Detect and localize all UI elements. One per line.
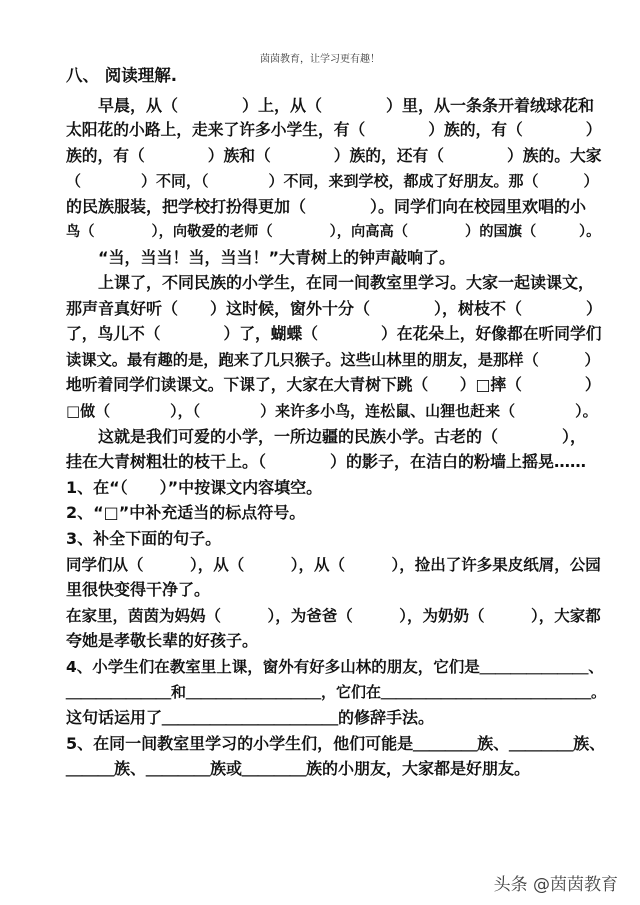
passage-line: 读课文。最有趣的是，跑来了几只猴子。这些山林里的朋友，是那样（ ） — [66, 351, 600, 369]
passage-line: 挂在大青树粗壮的枝干上。（ ）的影子，在洁白的粉墙上摇晃…… — [66, 452, 587, 471]
passage-line: 太阳花的小路上，走来了许多小学生，有（ ）族的，有（ ） — [66, 120, 602, 139]
question-line: 同学们从（ ），从（ ），从（ ），捡出了许多果皮纸屑，公园 — [66, 556, 601, 574]
question-line: ＿＿＿族、＿＿＿＿族或＿＿＿＿族的小朋友，大家都是好朋友。 — [66, 759, 531, 778]
passage-line: 那声音真好听（ ）这时候，窗外十分（ ），树枝不（ ） — [66, 299, 603, 318]
passage-line: 这就是我们可爱的小学，一所边疆的民族小学。古老的（ ）， — [66, 427, 587, 446]
question-line: ＿＿＿＿＿＿＿和＿＿＿＿＿＿＿＿＿，它们在＿＿＿＿＿＿＿＿＿＿＿＿＿＿。 — [66, 683, 607, 701]
question-4: 4、小学生们在教室里上课，窗外有好多山林的朋友，它们是＿＿＿＿＿＿＿、 — [66, 658, 604, 676]
question-line: 在家里，茵茵为妈妈（ ），为爸爸（ ），为奶奶（ ），大家都 — [66, 607, 601, 625]
page-header: 茵茵教育，让学习更有趣！ — [260, 54, 380, 65]
passage-line: （ ）不同，（ ）不同，来到学校，都成了好朋友。那（ ） — [66, 172, 599, 190]
passage-line: 上课了，不同民族的小学生，在同一间教室里学习。大家一起读课文， — [66, 273, 595, 292]
passage-line: 族的，有（ ）族和（ ）族的，还有（ ）族的。大家 — [66, 146, 602, 165]
passage-line: □做（ ），（ ）来许多小鸟，连松鼠、山狸也赶来（ ）。 — [66, 402, 598, 420]
question-2: 2、“□”中补充适当的标点符号。 — [66, 503, 306, 522]
question-1: 1、在“（ ）”中按课文内容填空。 — [66, 478, 323, 497]
passage-line: 的民族服装，把学校打扮得更加（ ）。同学们向在校园里欢唱的小 — [66, 197, 587, 216]
section-title: 八、 阅读理解. — [66, 66, 178, 85]
question-line: 这句话运用了＿＿＿＿＿＿＿＿＿＿＿的修辞手法。 — [66, 708, 435, 727]
question-3: 3、补全下面的句子。 — [66, 529, 222, 548]
question-line: 里很快变得干净了。 — [66, 580, 211, 599]
passage-line: “当，当当！当，当当！”大青树上的钟声敲响了。 — [66, 248, 456, 267]
passage-line: 了，鸟儿不（ ）了，蝴蝶（ ）在花朵上，好像都在听同学们 — [66, 324, 602, 343]
question-5: 5、在同一间教室里学习的小学生们，他们可能是＿＿＿＿族、＿＿＿＿族、 — [66, 734, 606, 753]
passage-line: 鸟（ ），向敬爱的老师（ ），向高高（ ）的国旗（ ）。 — [66, 224, 601, 240]
question-line: 夸她是孝敬长辈的好孩子。 — [66, 631, 259, 650]
passage-line: 地听着同学们读课文。下课了，大家在大青树下跳（ ）□摔（ ） — [66, 375, 601, 394]
passage-line: 早晨，从（ ）上，从（ ）里，从一条条开着绒球花和 — [66, 96, 595, 115]
watermark: 头条 @茵茵教育 — [493, 875, 618, 895]
